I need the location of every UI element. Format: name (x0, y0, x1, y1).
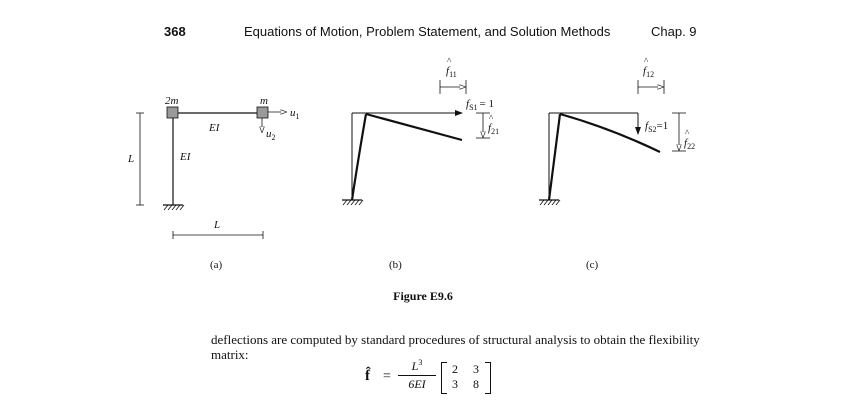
matrix-cell: 2 (452, 362, 458, 376)
deflected-beam (366, 114, 462, 140)
u1-label: $u_1$ (290, 107, 300, 121)
height-label: L (128, 153, 135, 165)
hat-icon: ^ (489, 113, 494, 123)
panel-a-label: (a) (210, 259, 223, 271)
hat-icon: ^ (447, 56, 452, 66)
fixed-support-icon (163, 205, 184, 210)
mass-2m-block (167, 107, 178, 118)
fraction-denominator: 6EI (408, 377, 426, 391)
panel-c (539, 56, 695, 271)
hat-icon: ^ (644, 56, 649, 66)
column-ei-label: EI (180, 151, 191, 163)
mass-m-label: m (260, 95, 268, 107)
matrix-cell: 3 (452, 377, 458, 391)
panel-c-label: (c) (586, 259, 599, 271)
left-bracket (441, 362, 447, 394)
equals-sign: = (383, 369, 391, 384)
matrix-cell: 3 (473, 362, 479, 376)
f11-label: $f_{11}$ (446, 65, 457, 79)
fixed-support-icon (539, 200, 560, 205)
running-title: Equations of Motion, Problem Statement, and Solution Methods (244, 24, 611, 39)
hat-icon: ^ (685, 128, 690, 138)
u2-label: $u_2$ (266, 128, 276, 142)
fixed-support-icon (342, 200, 363, 205)
deflected-column (549, 114, 560, 200)
mass-2m-label: 2m (165, 95, 179, 107)
body-paragraph: deflections are computed by standard procedures of structural analysis to obtain the flexibility matrix: (211, 332, 700, 362)
fs2-label: $f_{S2}=1$ (645, 120, 669, 134)
right-bracket (485, 362, 491, 394)
flexibility-matrix-equation (365, 356, 495, 396)
page-number: 368 (164, 24, 186, 39)
panel-b (342, 56, 499, 271)
f22-label: $f_{22}$ (684, 137, 696, 151)
figure-caption: Figure E9.6 (393, 289, 453, 303)
matrix (441, 362, 491, 394)
equation-lhs: f̂ (365, 368, 370, 384)
beam-ei-label: EI (209, 122, 220, 134)
panel-b-label: (b) (389, 259, 402, 271)
deflected-column (352, 114, 366, 200)
f21-label: $f_{21}$ (488, 122, 500, 136)
chapter-label: Chap. 9 (651, 24, 697, 39)
equation-fraction (398, 358, 436, 392)
matrix-cell: 8 (473, 377, 479, 391)
span-label: L (214, 219, 221, 231)
panel-a (127, 95, 300, 271)
fraction-numerator: $L^3$ (398, 358, 436, 376)
mass-m-block (257, 107, 268, 118)
f12-label: $f_{12}$ (643, 65, 655, 79)
fs1-label: $f_{S1} = 1$ (466, 98, 494, 112)
